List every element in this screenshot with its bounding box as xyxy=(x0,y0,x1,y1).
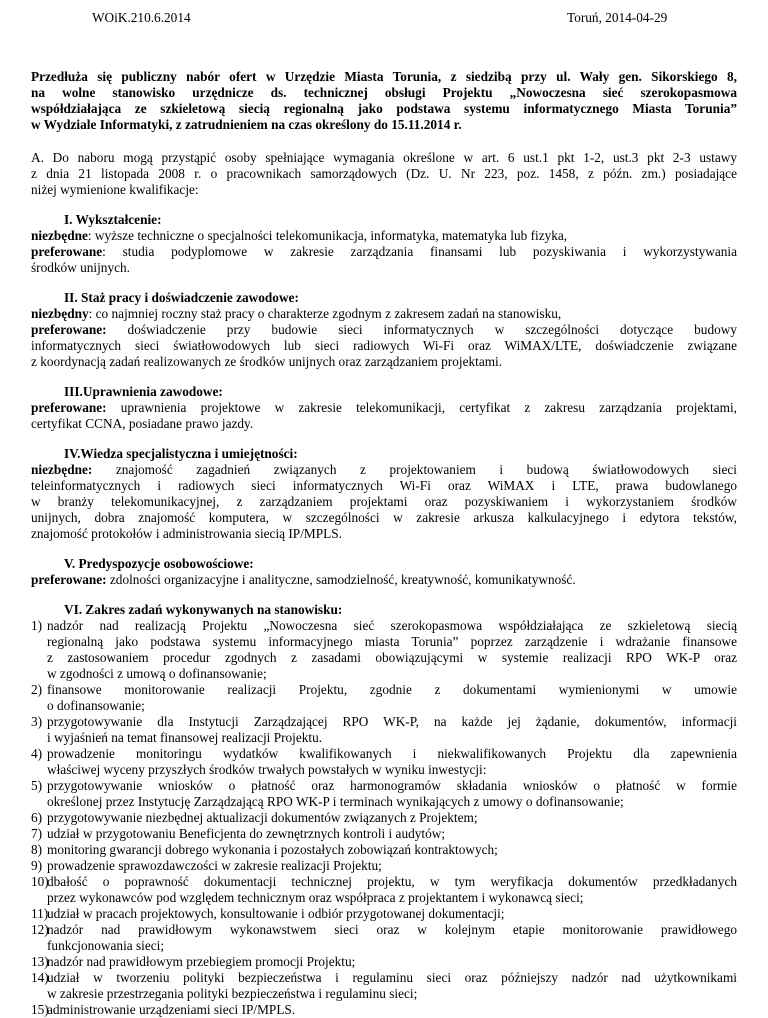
requirement-line: teleinformatycznych i radiowych sieci informatycznych Wi-Fi oraz WiMAX i LTE, prawa budowlanego xyxy=(31,478,737,493)
intro-line: niżej wymienione kwalifikacje: xyxy=(31,182,199,197)
duty-number: 9) xyxy=(31,858,43,873)
requirement-line: informatycznych sieci światłowodowych lub sieci radiowych Wi-Fi oraz WiMAX/LTE, doświadczenie związane xyxy=(31,338,737,353)
document-date: Toruń, 2014-04-29 xyxy=(567,10,668,25)
section-heading-personality: V. Predyspozycje osobowościowe: xyxy=(64,556,254,571)
duty-number: 8) xyxy=(31,842,43,857)
title-line: w Wydziale Informatyki, z zatrudnieniem na czas określony do 15.11.2014 r. xyxy=(31,117,462,132)
duty-item-line: regionalną jako podstawa systemu informacyjnego miasta Torunia” poprzez zarządzenie i wdrażanie finansowe xyxy=(47,634,737,649)
section-heading-qualifications: III.Uprawnienia zawodowe: xyxy=(64,384,223,399)
duty-number: 4) xyxy=(31,746,43,761)
duty-item-line: w zakresie przestrzegania polityki bezpieczeństwa i regulaminu sieci; xyxy=(47,986,418,1001)
duty-item-line: o dofinansowanie; xyxy=(47,698,145,713)
title-line: Przedłuża się publiczny nabór ofert w Urzędzie Miasta Torunia, z siedzibą przy ul. Wały gen. Sikorskiego 8, xyxy=(31,69,737,84)
intro-line: A. Do naboru mogą przystąpić osoby spełniające wymagania określone w art. 6 ust.1 pkt 1-2, ust.3 pkt 2-3 ustawy xyxy=(31,150,737,165)
section-heading-knowledge: IV.Wiedza specjalistyczna i umiejętności: xyxy=(64,446,298,461)
duty-number: 5) xyxy=(31,778,43,793)
duty-item-line: nadzór nad prawidłowym przebiegiem promocji Projektu; xyxy=(47,954,356,969)
duty-number: 3) xyxy=(31,714,43,729)
reference-number: WOiK.210.6.2014 xyxy=(92,10,191,25)
duty-item-line: przez wykonawców pod względem technicznym oraz współpraca z projektantem i wykonawcą sieci; xyxy=(47,890,584,905)
duty-item-line: udział w pracach projektowych, konsultowanie i odbiór przygotowanej dokumentacji; xyxy=(47,906,505,921)
requirement-line: znajomość protokołów i administrowania siecią IP/MPLS. xyxy=(31,526,342,541)
duty-number: 10) xyxy=(31,874,49,889)
requirement-line: certyfikat CCNA, posiadane prawo jazdy. xyxy=(31,416,254,431)
section-heading-experience: II. Staż pracy i doświadczenie zawodowe: xyxy=(64,290,299,305)
duty-item-line: udział w tworzeniu polityki bezpieczeństwa i regulaminu sieci oraz późniejszy nadzór nad użytkownikami xyxy=(47,970,737,985)
duty-item-line: finansowe monitorowanie realizacji Projektu, zgodnie z dokumentami wymienionymi w umowie xyxy=(47,682,737,697)
requirement-line: preferowane: zdolności organizacyjne i analityczne, samodzielność, kreatywność, komunikatywność. xyxy=(31,572,576,587)
duty-number: 12) xyxy=(31,922,49,937)
duty-item-line: przygotowywanie dla Instytucji Zarządzającej RPO WK-P, na każde jej żądanie, dokumentów, informacji xyxy=(47,714,737,729)
title-line: współdziałająca ze szkieletową siecią regionalną jako podstawa systemu informatycznego Miasta Torunia” xyxy=(31,101,737,116)
requirement-line: unijnych, dobra znajomość komputera, w szczególności w zakresie arkusza kalkulacyjnego i edytora tekstów, xyxy=(31,510,737,525)
duty-item-line: dbałość o poprawność dokumentacji technicznej projektu, w tym weryfikacja dokumentów przedkładanych xyxy=(47,874,737,889)
section-heading-education: I. Wykształcenie: xyxy=(64,212,162,227)
duty-item-line: z zastosowaniem procedur zgodnych z zasadami obowiązującymi w systemie realizacji RPO WK-P oraz xyxy=(47,650,737,665)
duty-number: 11) xyxy=(31,906,49,921)
requirement-line: preferowane: uprawnienia projektowe w zakresie telekomunikacji, certyfikat z zakresu zarządzania projektami, xyxy=(31,400,737,415)
requirement-line: niezbędny: co najmniej roczny staż pracy o charakterze zgodnym z zakresem zadań na stanowisku, xyxy=(31,306,562,321)
section-heading-duties: VI. Zakres zadań wykonywanych na stanowisku: xyxy=(64,602,343,617)
requirement-line: w branży telekomunikacyjnej, z zarządzaniem projektami oraz pozyskiwaniem i wykorzystaniem środków xyxy=(31,494,737,509)
requirement-line: z koordynacją zadań realizowanych ze środków unijnych oraz zarządzaniem projektami. xyxy=(31,354,503,369)
requirement-line: preferowane: studia podyplomowe w zakresie zarządzania finansami lub pozyskiwania i wykorzystywania xyxy=(31,244,737,259)
requirement-line: niezbędne: wyższe techniczne o specjalności telekomunikacja, informatyka, matematyka lub fizyka, xyxy=(31,228,568,243)
duty-item-line: funkcjonowania sieci; xyxy=(47,938,165,953)
duty-item-line: przygotowywanie niezbędnej aktualizacji dokumentów związanych z Projektem; xyxy=(47,810,478,825)
duty-number: 6) xyxy=(31,810,43,825)
duty-number: 7) xyxy=(31,826,43,841)
duty-number: 13) xyxy=(31,954,49,969)
title-line: na wolne stanowisko urzędnicze ds. technicznej obsługi Projektu „Nowoczesna sieć szerokopasmowa xyxy=(31,85,737,100)
duty-number: 2) xyxy=(31,682,43,697)
duty-item-line: prowadzenie sprawozdawczości w zakresie realizacji Projektu; xyxy=(47,858,382,873)
duty-number: 15) xyxy=(31,1002,49,1017)
duty-item-line: udział w przygotowaniu Beneficjenta do zewnętrznych kontroli i audytów; xyxy=(47,826,446,841)
duty-number: 1) xyxy=(31,618,43,633)
duty-number: 14) xyxy=(31,970,49,985)
duty-item-line: i wyjaśnień na temat finansowej realizacji Projektu. xyxy=(47,730,323,745)
requirement-line: środków unijnych. xyxy=(31,260,130,275)
duty-item-line: administrowanie urządzeniami sieci IP/MPLS. xyxy=(47,1002,296,1017)
intro-line: z dnia 21 listopada 2008 r. o pracownikach samorządowych (Dz. U. Nr 223, poz. 1458, z późn. zm.) posiadające xyxy=(31,166,737,181)
duty-item-line: określonej przez Instytucję Zarządzającą RPO WK-P i terminach wynikających z umowy o dofinansowanie; xyxy=(47,794,624,809)
duty-item-line: właściwej wyceny przyszłych środków trwałych powstałych w wyniku inwestycji: xyxy=(47,762,487,777)
duty-item-line: nadzór nad prawidłowym wykonawstwem sieci oraz w kolejnym etapie monitorowanie prawidłowego xyxy=(47,922,737,937)
requirement-line: niezbędne: znajomość zagadnień związanych z projektowaniem i budową światłowodowych sieci xyxy=(31,462,737,477)
requirement-line: preferowane: doświadczenie przy budowie sieci informatycznych w szczególności dotyczące budowy xyxy=(31,322,737,337)
duty-item-line: przygotowywanie wniosków o płatność oraz harmonogramów składania wniosków o płatność w formie xyxy=(47,778,737,793)
duty-item-line: monitoring gwarancji dobrego wykonania i pozostałych zobowiązań kontraktowych; xyxy=(47,842,498,857)
duty-item-line: w zgodności z umową o dofinansowanie; xyxy=(47,666,267,681)
duty-item-line: nadzór nad realizacją Projektu „Nowoczesna sieć szerokopasmowa współdziałająca ze szkieletową siecią xyxy=(47,618,737,633)
duty-item-line: prowadzenie monitoringu wydatków kwalifikowanych i niekwalifikowanych Projektu dla zapewnienia xyxy=(47,746,737,761)
